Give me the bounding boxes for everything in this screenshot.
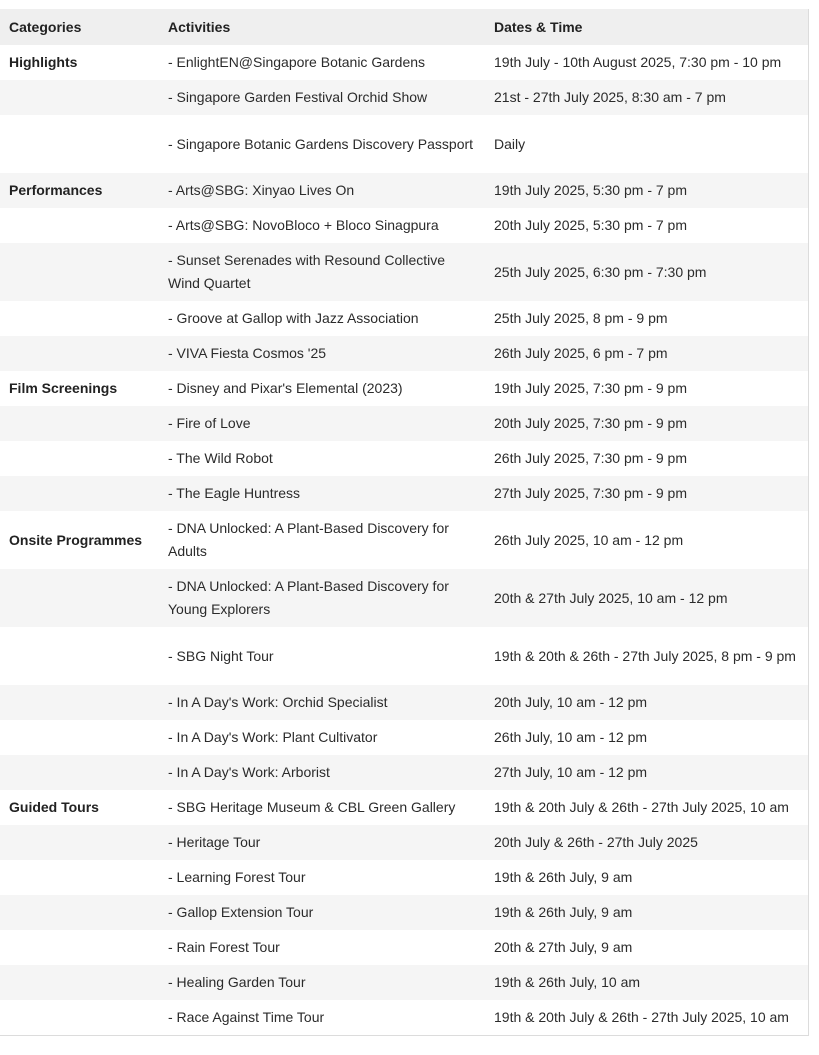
table-row <box>0 627 808 685</box>
dates-cell: Daily <box>494 135 526 152</box>
dates-cell: 26th July 2025, 10 am - 12 pm <box>494 531 684 548</box>
category-cell <box>0 80 159 115</box>
category-cell <box>0 569 159 627</box>
category-cell <box>0 965 159 1000</box>
activity-cell: - In A Day's Work: Plant Cultivator <box>168 729 378 745</box>
activity-cell: - The Wild Robot <box>168 450 273 466</box>
activity-cell: - SBG Night Tour <box>168 647 274 664</box>
category-cell: Onsite Programmes <box>9 531 143 548</box>
table-row <box>0 685 808 720</box>
table-row <box>0 755 808 790</box>
dates-cell: 19th July - 10th August 2025, 7:30 pm - 10 pm <box>494 54 782 70</box>
activity-cell: - EnlightEN@Singapore Botanic Gardens <box>168 54 426 70</box>
table-row <box>0 80 808 115</box>
activity-cell: - DNA Unlocked: A Plant-Based Discovery for Adults <box>168 520 449 559</box>
activity-cell: - Race Against Time Tour <box>168 1009 325 1025</box>
category-cell: Guided Tours <box>9 799 99 815</box>
table-row <box>0 930 808 965</box>
category-cell <box>0 720 159 755</box>
dates-cell: 26th July, 10 am - 12 pm <box>494 729 648 745</box>
table-row <box>0 476 808 511</box>
table-row <box>0 720 808 755</box>
category-cell <box>0 1000 159 1035</box>
category-cell <box>0 895 159 930</box>
header-dates-time: Dates & Time <box>485 9 808 45</box>
activity-cell: - Fire of Love <box>168 415 251 431</box>
table-row <box>0 1000 808 1035</box>
table-row <box>0 301 808 336</box>
dates-cell: 19th & 20th July & 26th - 27th July 2025, 10 am <box>494 1009 789 1025</box>
category-cell: Highlights <box>9 54 78 70</box>
activity-cell: - DNA Unlocked: A Plant-Based Discovery for Young Explorers <box>168 578 449 617</box>
category-cell <box>0 336 159 371</box>
category-cell <box>0 301 159 336</box>
activity-cell: - Arts@SBG: Xinyao Lives On <box>168 182 355 198</box>
table-row <box>0 825 808 860</box>
events-table-container <box>0 9 809 1036</box>
table-row <box>0 790 808 825</box>
activity-cell: - Groove at Gallop with Jazz Association <box>168 310 419 326</box>
activity-cell: - Learning Forest Tour <box>168 869 306 885</box>
dates-cell: 20th July 2025, 7:30 pm - 9 pm <box>494 415 687 431</box>
dates-cell: 20th & 27th July 2025, 10 am - 12 pm <box>494 589 728 606</box>
dates-cell: 19th July 2025, 7:30 pm - 9 pm <box>494 380 687 396</box>
category-cell: Performances <box>9 182 103 198</box>
activity-cell: - Heritage Tour <box>168 834 261 850</box>
dates-cell: 26th July 2025, 6 pm - 7 pm <box>494 345 668 361</box>
header-categories: Categories <box>0 9 159 45</box>
dates-cell: 20th July & 26th - 27th July 2025 <box>494 834 698 850</box>
activity-cell: - Sunset Serenades with Resound Collective Wind Quartet <box>168 252 446 291</box>
activity-cell: - SBG Heritage Museum & CBL Green Gallery <box>168 799 456 815</box>
dates-cell: 19th & 26th July, 10 am <box>494 974 641 990</box>
dates-cell: 27th July 2025, 7:30 pm - 9 pm <box>494 485 687 501</box>
activity-cell: - In A Day's Work: Arborist <box>168 764 330 780</box>
category-cell <box>0 406 159 441</box>
table-row <box>0 45 808 80</box>
dates-cell: 27th July, 10 am - 12 pm <box>494 764 648 780</box>
category-cell <box>0 441 159 476</box>
table-row <box>0 371 808 406</box>
table-body <box>0 45 808 1035</box>
table-header-row <box>0 9 808 45</box>
table-row <box>0 243 808 301</box>
category-cell <box>0 825 159 860</box>
table-row <box>0 860 808 895</box>
activity-cell: - Arts@SBG: NovoBloco + Bloco Sinagpura <box>168 217 439 233</box>
activity-cell: - Singapore Garden Festival Orchid Show <box>168 89 428 105</box>
events-table <box>0 9 808 1035</box>
dates-cell: 20th July 2025, 5:30 pm - 7 pm <box>494 217 687 233</box>
activity-cell: - In A Day's Work: Orchid Specialist <box>168 694 388 710</box>
category-cell: Film Screenings <box>9 380 118 396</box>
table-row <box>0 406 808 441</box>
category-cell <box>0 685 159 720</box>
dates-cell: 21st - 27th July 2025, 8:30 am - 7 pm <box>494 89 726 105</box>
category-cell <box>0 243 159 301</box>
dates-cell: 19th & 20th July & 26th - 27th July 2025, 10 am <box>494 799 789 815</box>
category-cell <box>0 627 159 685</box>
activity-cell: - The Eagle Huntress <box>168 485 301 501</box>
table-row <box>0 965 808 1000</box>
activity-cell: - Disney and Pixar's Elemental (2023) <box>168 380 403 396</box>
table-row <box>0 173 808 208</box>
category-cell <box>0 930 159 965</box>
category-cell <box>0 860 159 895</box>
dates-cell: 20th July, 10 am - 12 pm <box>494 694 648 710</box>
dates-cell: 19th July 2025, 5:30 pm - 7 pm <box>494 182 687 198</box>
category-cell <box>0 476 159 511</box>
dates-cell: 19th & 20th & 26th - 27th July 2025, 8 pm - 9 pm <box>494 647 796 664</box>
activity-cell: - Rain Forest Tour <box>168 939 280 955</box>
table-row <box>0 441 808 476</box>
table-row <box>0 569 808 627</box>
dates-cell: 19th & 26th July, 9 am <box>494 869 633 885</box>
table-row <box>0 511 808 569</box>
dates-cell: 25th July 2025, 8 pm - 9 pm <box>494 310 668 326</box>
activity-cell: - Singapore Botanic Gardens Discovery Passport <box>168 135 474 152</box>
header-activities: Activities <box>159 9 485 45</box>
category-cell <box>0 755 159 790</box>
activity-cell: - Gallop Extension Tour <box>168 904 314 920</box>
table-row <box>0 336 808 371</box>
category-cell <box>0 115 159 173</box>
dates-cell: 19th & 26th July, 9 am <box>494 904 633 920</box>
activity-cell: - VIVA Fiesta Cosmos '25 <box>168 345 327 361</box>
table-row <box>0 208 808 243</box>
category-cell <box>0 208 159 243</box>
activity-cell: - Healing Garden Tour <box>168 974 306 990</box>
dates-cell: 25th July 2025, 6:30 pm - 7:30 pm <box>494 263 707 280</box>
table-row <box>0 115 808 173</box>
table-row <box>0 895 808 930</box>
dates-cell: 20th & 27th July, 9 am <box>494 939 633 955</box>
dates-cell: 26th July 2025, 7:30 pm - 9 pm <box>494 450 687 466</box>
